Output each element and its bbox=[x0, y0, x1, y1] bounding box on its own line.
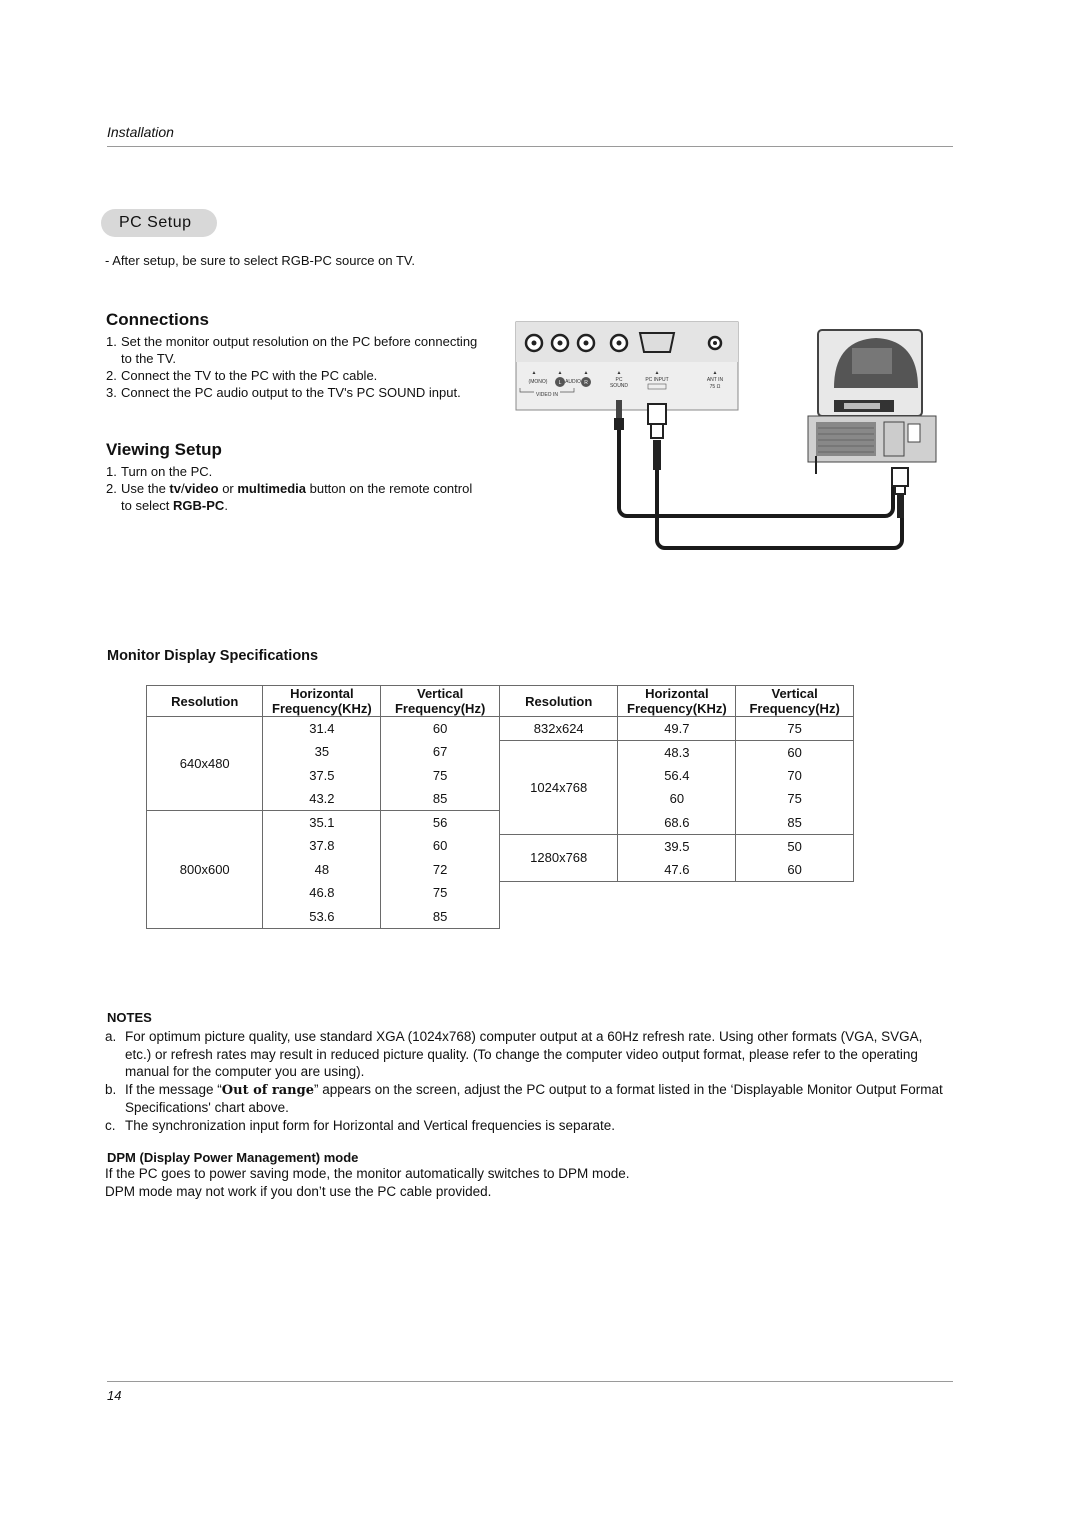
dpm-line-1: If the PC goes to power saving mode, the monitor automatically switches to DPM mode. bbox=[105, 1166, 630, 1181]
resolution-cell: 640x480 bbox=[147, 717, 263, 811]
resolution-cell: 800x600 bbox=[147, 811, 263, 929]
setup-note: - After setup, be sure to select RGB-PC source on TV. bbox=[105, 253, 415, 268]
horizontal-cell: 35.1 bbox=[263, 811, 381, 835]
svg-text:▲: ▲ bbox=[654, 370, 660, 376]
table-header-row bbox=[500, 686, 854, 717]
horizontal-cell: 53.6 bbox=[263, 905, 381, 929]
resolution-cell: 832x624 bbox=[500, 717, 618, 741]
pc-sound-label-1: PC bbox=[615, 377, 623, 383]
pc-monitor bbox=[808, 330, 936, 518]
header-divider bbox=[107, 146, 953, 147]
horizontal-cell: 31.4 bbox=[263, 717, 381, 741]
vertical-cell: 75 bbox=[736, 717, 854, 741]
viewing-setup-title: Viewing Setup bbox=[106, 440, 222, 459]
horizontal-cell: 68.6 bbox=[618, 811, 736, 835]
svg-text:▲: ▲ bbox=[557, 370, 563, 376]
out-of-range-message: Out of range bbox=[221, 1082, 314, 1098]
vertical-cell: 75 bbox=[736, 787, 854, 811]
vertical-cell: 75 bbox=[381, 764, 500, 788]
notes-list bbox=[105, 1028, 951, 1134]
resolution-cell: 1024x768 bbox=[500, 740, 618, 834]
page-number: 14 bbox=[107, 1388, 122, 1403]
vertical-cell: 72 bbox=[381, 858, 500, 882]
r-label: R bbox=[584, 380, 588, 386]
pc-sound-label-2: SOUND bbox=[609, 383, 629, 389]
vertical-cell: 70 bbox=[736, 764, 854, 788]
spec-table-left bbox=[146, 685, 500, 929]
note-c: c. The synchronization input form for Horizontal and Vertical frequencies is separate. bbox=[105, 1117, 616, 1133]
vertical-cell: 60 bbox=[381, 834, 500, 858]
table-row bbox=[500, 834, 854, 858]
horizontal-cell: 47.6 bbox=[618, 858, 736, 882]
vertical-cell: 60 bbox=[736, 740, 854, 764]
horizontal-cell: 56.4 bbox=[618, 764, 736, 788]
col-horizontal-header: Horizontal Frequency(KHz) bbox=[263, 686, 381, 717]
svg-text:▲: ▲ bbox=[583, 370, 589, 376]
col-resolution-header: Resolution bbox=[147, 686, 263, 717]
svg-text:▲: ▲ bbox=[616, 370, 622, 376]
table-row bbox=[147, 717, 500, 741]
vertical-cell: 85 bbox=[381, 787, 500, 811]
horizontal-cell: 48.3 bbox=[618, 740, 736, 764]
vertical-cell: 56 bbox=[381, 811, 500, 835]
vertical-cell: 85 bbox=[381, 905, 500, 929]
connections-step: 2. Connect the TV to the PC with the PC cable. bbox=[106, 368, 378, 383]
video-in-label: VIDEO IN bbox=[536, 392, 558, 398]
vertical-cell: 67 bbox=[381, 740, 500, 764]
horizontal-cell: 46.8 bbox=[263, 881, 381, 905]
horizontal-cell: 43.2 bbox=[263, 787, 381, 811]
table-row bbox=[147, 811, 500, 835]
horizontal-cell: 39.5 bbox=[618, 834, 736, 858]
viewing-step: 2. Use the tv/video or multimedia button on the remote control to select RGB-PC. bbox=[106, 481, 473, 513]
section-label: Installation bbox=[107, 124, 174, 140]
ant-in-label: ANT IN bbox=[706, 377, 724, 383]
col-resolution-header: Resolution bbox=[500, 686, 618, 717]
pc-setup-badge: PC Setup bbox=[101, 209, 217, 237]
spec-table-right bbox=[499, 685, 854, 882]
viewing-step: 1. Turn on the PC. bbox=[106, 464, 213, 479]
svg-text:▲: ▲ bbox=[712, 370, 718, 376]
note-b: b. If the message “Out of range” appears on the screen, adjust the PC output to a format listed in the ‘Displayable Monitor Output Format Specifications' chart above. bbox=[105, 1081, 943, 1115]
connections-title: Connections bbox=[106, 310, 209, 329]
vertical-cell: 75 bbox=[381, 881, 500, 905]
connections-step: 1. Set the monitor output resolution on the PC before connecting to the TV. bbox=[106, 334, 478, 366]
audio-label: AUDIO bbox=[565, 379, 581, 385]
l-label: L bbox=[558, 380, 562, 386]
horizontal-cell: 37.8 bbox=[263, 834, 381, 858]
col-horizontal-header: Horizontal Frequency(KHz) bbox=[618, 686, 736, 717]
table-row bbox=[500, 717, 854, 741]
vertical-cell: 50 bbox=[736, 834, 854, 858]
notes-title: NOTES bbox=[107, 1010, 152, 1025]
horizontal-cell: 37.5 bbox=[263, 764, 381, 788]
svg-text:▲: ▲ bbox=[531, 370, 537, 376]
horizontal-cell: 48 bbox=[263, 858, 381, 882]
horizontal-cell: 35 bbox=[263, 740, 381, 764]
ohm-label: 75 Ω bbox=[709, 384, 721, 390]
tv-rear-panel bbox=[516, 322, 738, 410]
vertical-cell: 85 bbox=[736, 811, 854, 835]
table-header-row bbox=[147, 686, 500, 717]
horizontal-cell: 60 bbox=[618, 787, 736, 811]
pc-input-label: PC INPUT bbox=[645, 377, 669, 383]
dpm-title: DPM (Display Power Management) mode bbox=[107, 1150, 359, 1165]
note-a: a. For optimum picture quality, use standard XGA (1024x768) computer output at a 60Hz refresh rate. Using other formats (VGA, SVGA, etc.) or refresh rates may result in reduced picture quality. (To change the computer video output format, please refer to the operating manual for the computer you are using). bbox=[105, 1029, 923, 1079]
viewing-steps bbox=[106, 463, 478, 514]
vertical-cell: 60 bbox=[736, 858, 854, 882]
resolution-cell: 1280x768 bbox=[500, 834, 618, 881]
horizontal-cell: 49.7 bbox=[618, 717, 736, 741]
col-vertical-header: Vertical Frequency(Hz) bbox=[381, 686, 500, 717]
table-row bbox=[500, 740, 854, 764]
col-vertical-header: Vertical Frequency(Hz) bbox=[736, 686, 854, 717]
mono-label: (MONO) bbox=[528, 379, 548, 385]
connections-step: 3. Connect the PC audio output to the TV's PC SOUND input. bbox=[106, 385, 461, 400]
connections-steps bbox=[106, 333, 478, 401]
vertical-cell: 60 bbox=[381, 717, 500, 741]
footer-divider bbox=[107, 1381, 953, 1382]
dpm-line-2: DPM mode may not work if you don’t use the PC cable provided. bbox=[105, 1184, 492, 1199]
connection-diagram bbox=[512, 318, 942, 558]
spec-title: Monitor Display Specifications bbox=[107, 648, 319, 664]
